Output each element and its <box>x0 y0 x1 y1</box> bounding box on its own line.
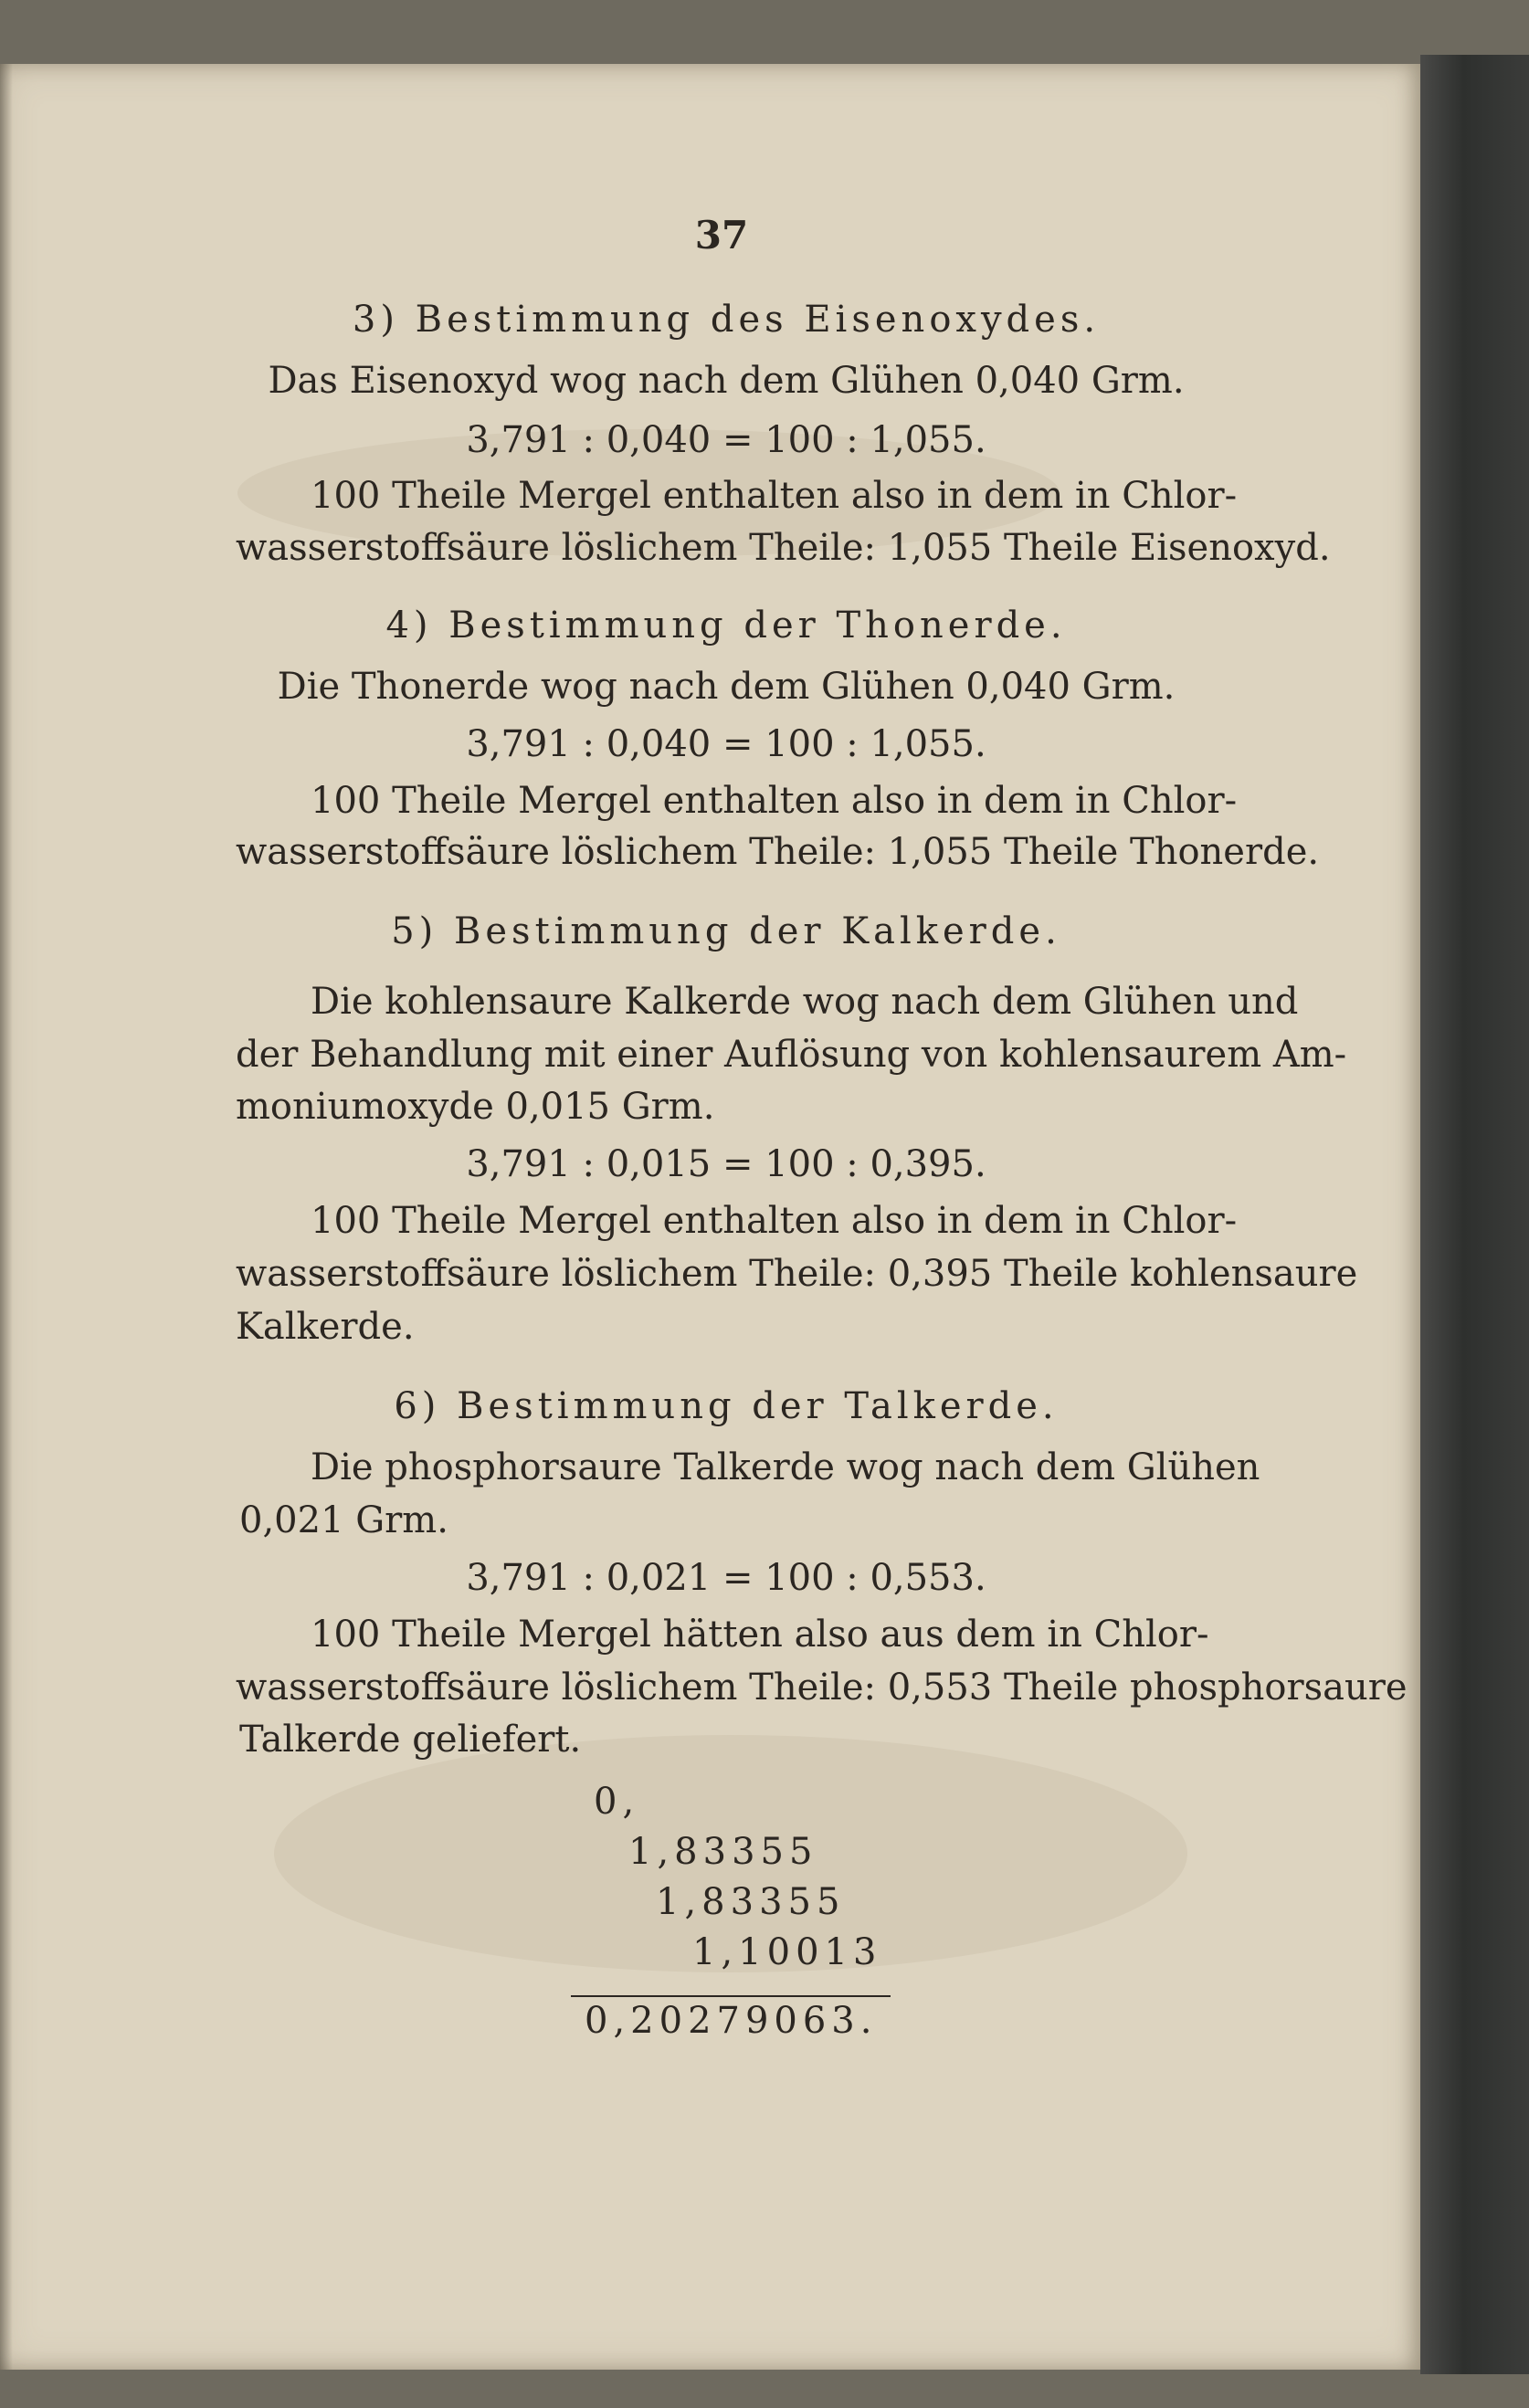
text-line: 0,021 Grm. <box>239 1499 448 1541</box>
text-line: wasserstoffsäure löslichem Theile: 0,395 Theile kohlensaure <box>236 1253 1358 1295</box>
text-line: wasserstoffsäure löslichem Theile: 1,055 Theile Thonerde. <box>236 831 1320 873</box>
calculation-line: 1,83355 <box>656 1881 846 1923</box>
text-line: Die Thonerde wog nach dem Glühen 0,040 Grm. <box>277 666 1176 708</box>
text-line: Das Eisenoxyd wog nach dem Glühen 0,040 Grm. <box>268 360 1185 402</box>
text-line: Die kohlensaure Kalkerde wog nach dem Glühen und <box>311 981 1299 1023</box>
page-number: 37 <box>694 213 749 258</box>
calculation-line: 1,83355 <box>628 1831 818 1873</box>
text-line: wasserstoffsäure löslichem Theile: 1,055 Theile Eisenoxyd. <box>236 527 1331 569</box>
calculation-result: 0,20279063. <box>585 2000 878 2042</box>
text-line: Die phosphorsaure Talkerde wog nach dem Glühen <box>311 1446 1260 1488</box>
text-line: Kalkerde. <box>236 1306 415 1348</box>
text-line: wasserstoffsäure löslichem Theile: 0,553 Theile phosphorsaure <box>236 1667 1408 1709</box>
calculation-line: 0, <box>594 1781 640 1823</box>
section-heading: 6) Bestimmung der Talkerde. <box>394 1385 1059 1427</box>
equation-line: 3,791 : 0,040 = 100 : 1,055. <box>466 419 986 461</box>
text-line: 100 Theile Mergel enthalten also in dem in Chlor- <box>311 1200 1238 1242</box>
calculation-line: 1,10013 <box>692 1931 882 1973</box>
text-line: 100 Theile Mergel hätten also aus dem in Chlor- <box>311 1614 1209 1656</box>
equation-line: 3,791 : 0,021 = 100 : 0,553. <box>466 1557 986 1599</box>
text-line: 100 Theile Mergel enthalten also in dem in Chlor- <box>311 475 1238 517</box>
section-heading: 4) Bestimmung der Thonerde. <box>385 605 1067 647</box>
book-binding <box>1420 55 1529 2374</box>
equation-line: 3,791 : 0,040 = 100 : 1,055. <box>466 723 986 765</box>
text-line: Talkerde geliefert. <box>239 1719 582 1761</box>
text-line: moniumoxyde 0,015 Grm. <box>236 1086 715 1128</box>
section-heading: 3) Bestimmung des Eisenoxydes. <box>352 299 1101 341</box>
text-line: der Behandlung mit einer Auflösung von kohlensaurem Am- <box>236 1034 1347 1076</box>
section-heading: 5) Bestimmung der Kalkerde. <box>391 910 1061 952</box>
sum-rule <box>571 1995 891 1997</box>
text-line: 100 Theile Mergel enthalten also in dem in Chlor- <box>311 780 1238 822</box>
gutter-shadow <box>0 64 13 2370</box>
equation-line: 3,791 : 0,015 = 100 : 0,395. <box>466 1143 986 1185</box>
